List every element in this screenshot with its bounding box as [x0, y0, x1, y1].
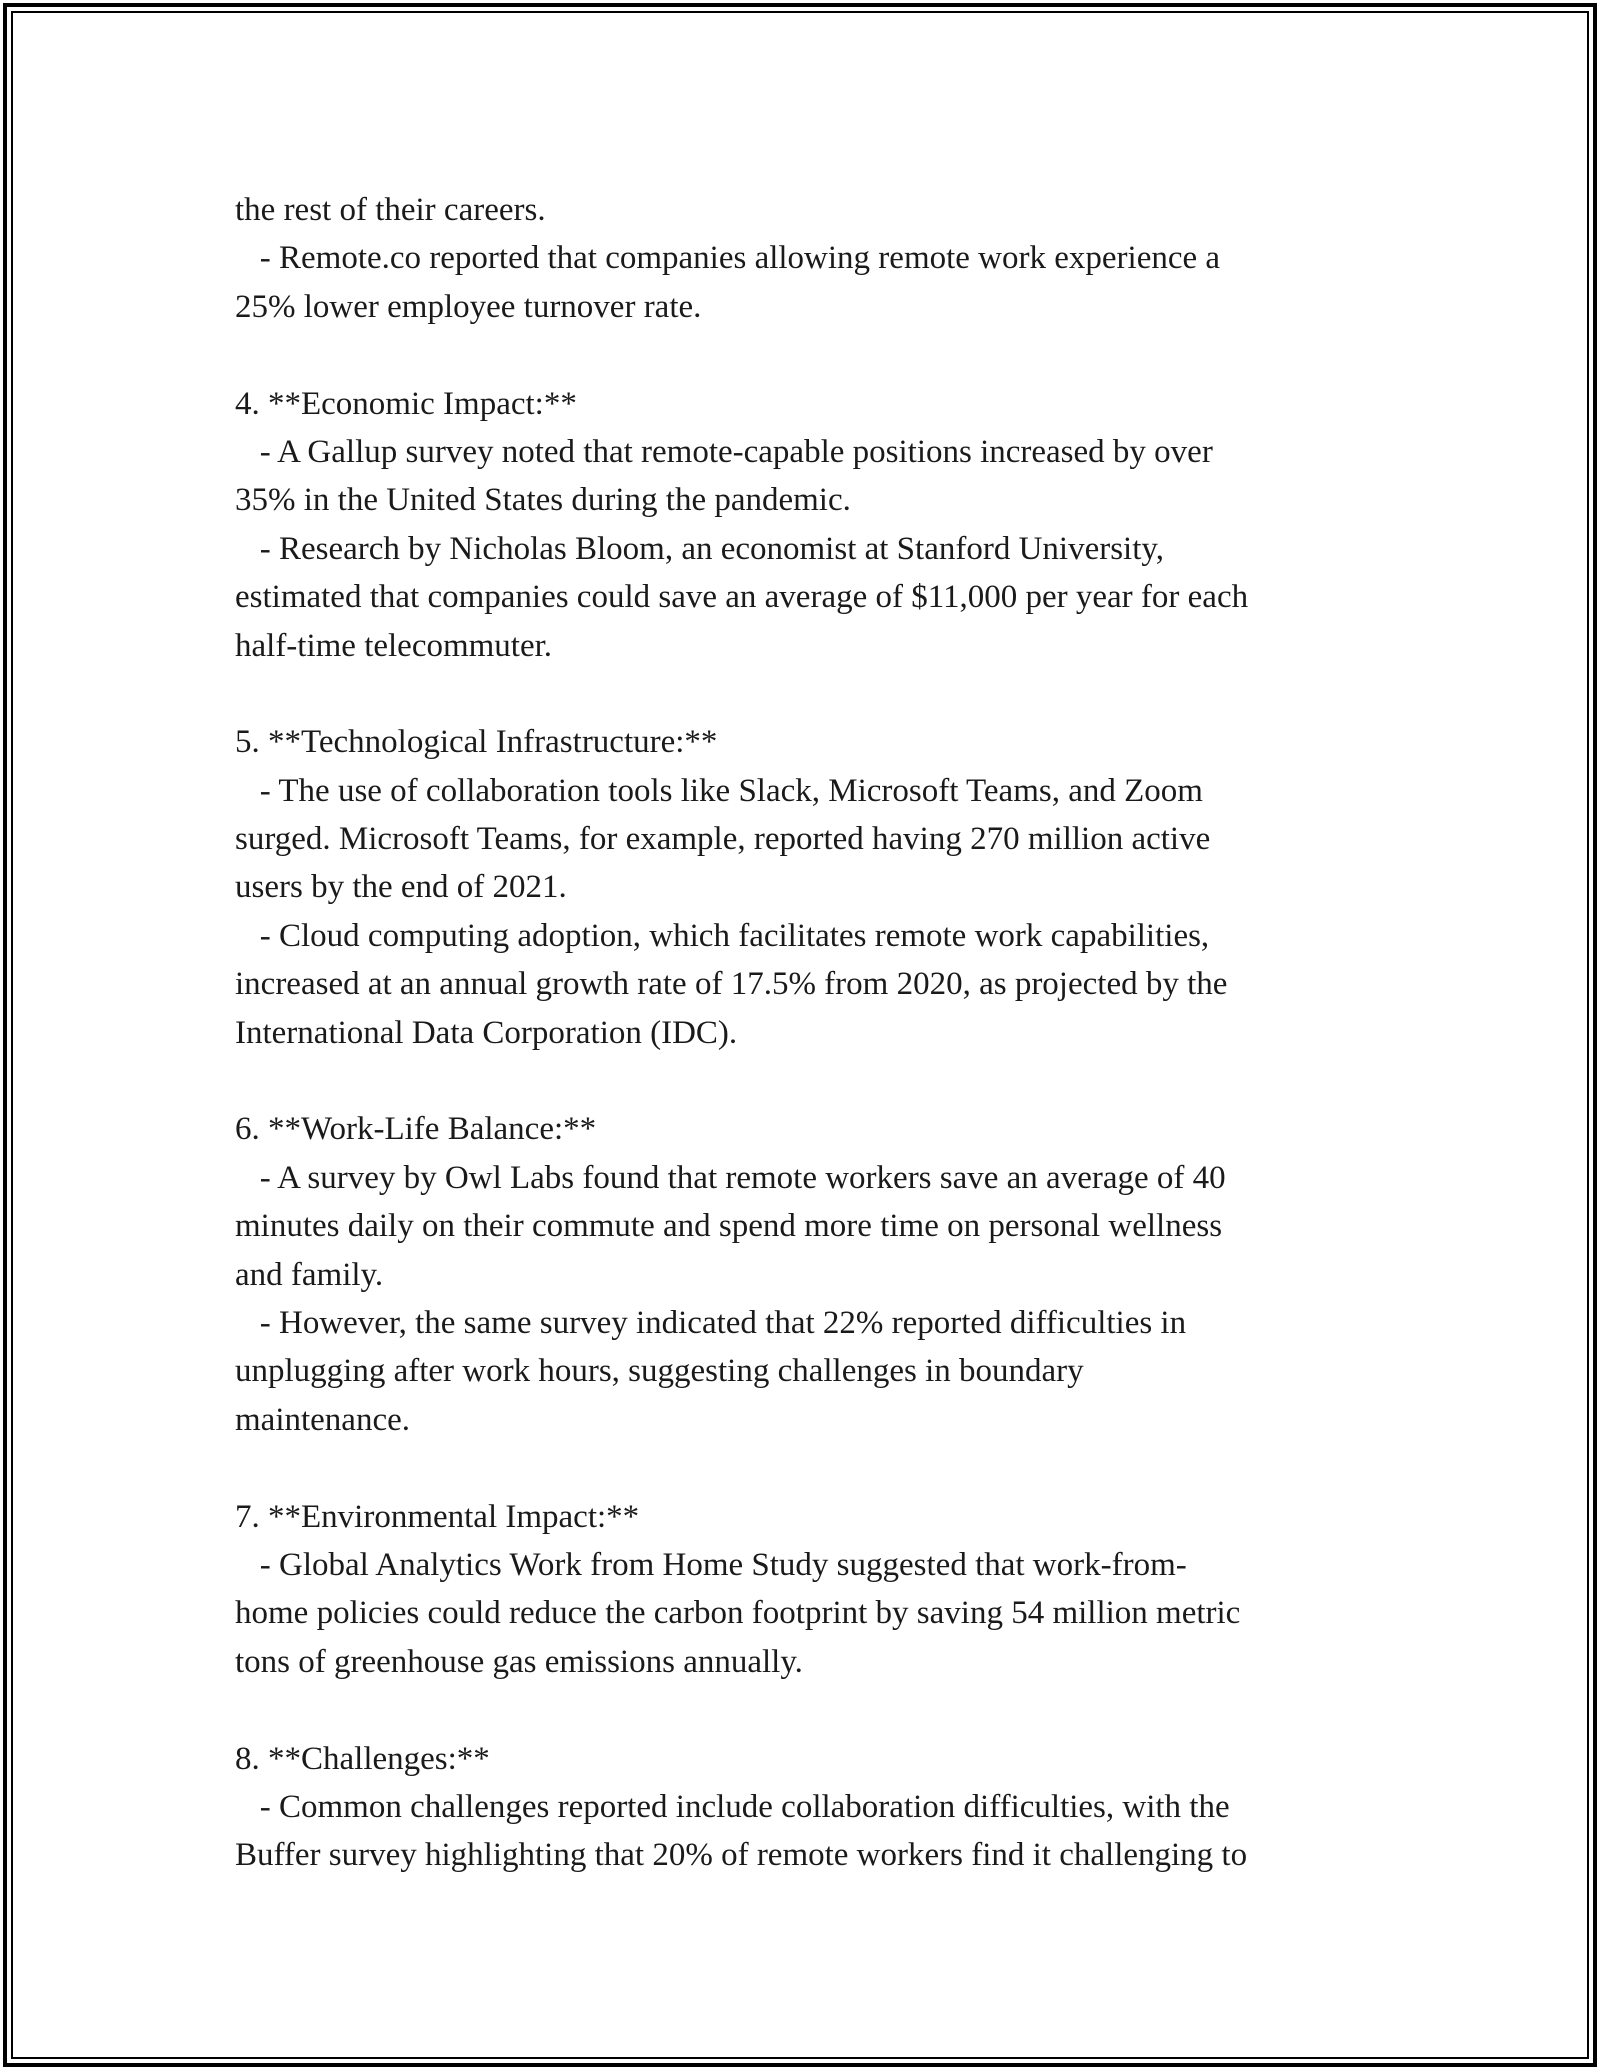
text-line: International Data Corporation (IDC). — [235, 1014, 738, 1051]
text-line: 5. **Technological Infrastructure:** — [235, 724, 718, 761]
text-line: - Remote.co reported that companies allowing remote work experience a — [235, 240, 1221, 277]
text-line: Buffer survey highlighting that 20% of remote workers find it challenging to — [235, 1837, 1248, 1874]
blank-line — [235, 670, 1385, 718]
text-line: maintenance. — [235, 1401, 410, 1438]
text-line: minutes daily on their commute and spend more time on personal wellness — [235, 1208, 1223, 1245]
text-line: - Global Analytics Work from Home Study suggested that work-from- — [235, 1546, 1187, 1583]
text-line: increased at an annual growth rate of 17.5% from 2020, as projected by the — [235, 966, 1228, 1003]
text-line: 8. **Challenges:** — [235, 1740, 490, 1777]
blank-line — [235, 1057, 1385, 1105]
blank-line — [235, 331, 1385, 379]
text-line: half-time telecommuter. — [235, 627, 553, 664]
text-line: - Common challenges reported include collaboration difficulties, with the — [235, 1788, 1230, 1825]
text-line: 25% lower employee turnover rate. — [235, 288, 702, 325]
text-line: 6. **Work-Life Balance:** — [235, 1111, 597, 1148]
text-line: estimated that companies could save an average of $11,000 per year for each — [235, 579, 1249, 616]
text-line: home policies could reduce the carbon footprint by saving 54 million metric — [235, 1595, 1241, 1632]
text-line: surged. Microsoft Teams, for example, reported having 270 million active — [235, 821, 1211, 858]
text-line: - Cloud computing adoption, which facilitates remote work capabilities, — [235, 917, 1210, 954]
text-line: and family. — [235, 1256, 384, 1293]
text-line: unplugging after work hours, suggesting challenges in boundary — [235, 1353, 1084, 1390]
blank-line — [235, 1686, 1385, 1734]
text-line: users by the end of 2021. — [235, 869, 567, 906]
text-line: the rest of their careers. — [235, 192, 546, 228]
text-line: - The use of collaboration tools like Slack, Microsoft Teams, and Zoom — [235, 772, 1203, 809]
text-line: - A survey by Owl Labs found that remote workers save an average of 40 — [235, 1159, 1226, 1196]
blank-line — [235, 1444, 1385, 1492]
text-line: 4. **Economic Impact:** — [235, 385, 577, 422]
text-line: - Research by Nicholas Bloom, an economist at Stanford University, — [235, 530, 1164, 567]
document-body — [235, 186, 1385, 1880]
text-line: - A Gallup survey noted that remote-capable positions increased by over — [235, 433, 1213, 470]
text-line: - However, the same survey indicated that 22% reported difficulties in — [235, 1304, 1187, 1341]
text-line: 7. **Environmental Impact:** — [235, 1498, 640, 1535]
text-line: 35% in the United States during the pandemic. — [235, 482, 851, 519]
text-line: tons of greenhouse gas emissions annually. — [235, 1643, 803, 1680]
